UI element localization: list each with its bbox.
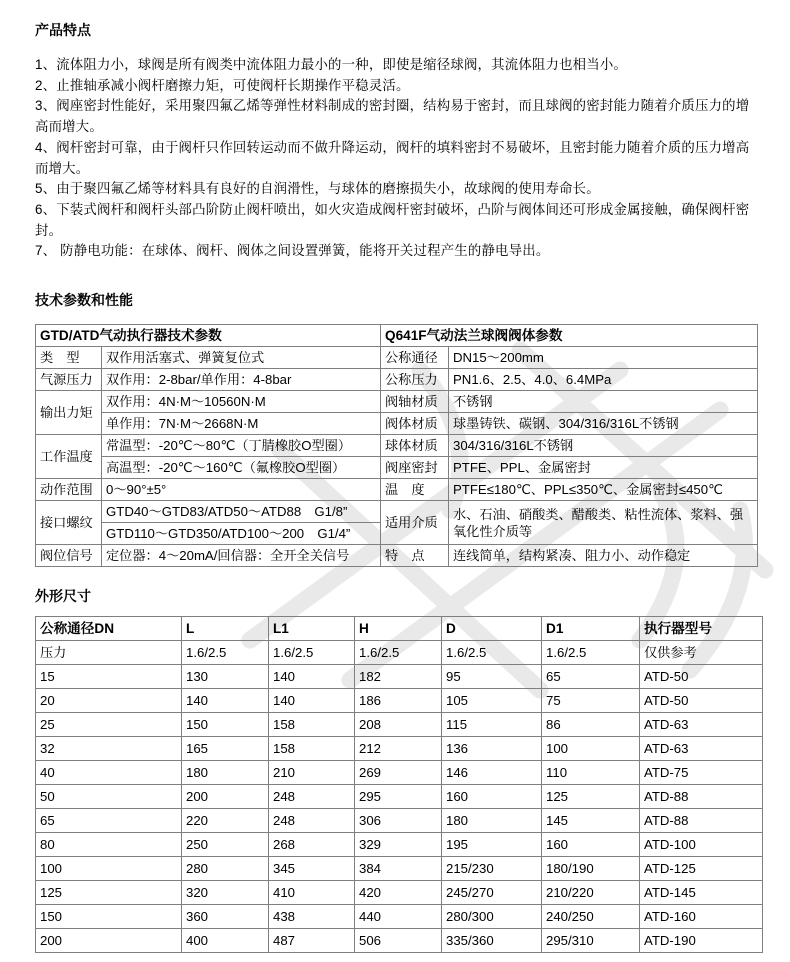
dim-column-header: L [182,617,269,641]
dim-cell: 210 [269,761,355,785]
dim-cell: 280 [182,857,269,881]
dim-cell: 420 [355,881,442,905]
dim-cell: 160 [442,785,542,809]
dim-column-header: L1 [269,617,355,641]
dim-cell: 248 [269,785,355,809]
dim-cell: 208 [355,713,442,737]
dimensions-heading: 外形尺寸 [35,588,91,605]
dim-cell: 182 [355,665,442,689]
row-value: 0～90°±5° [102,479,381,501]
row-value: 高温型：-20℃～160℃（氟橡胶O型圈） [102,457,381,479]
row-label: 阀位信号 [36,545,102,567]
dim-cell: 105 [442,689,542,713]
dim-cell: ATD-88 [640,809,763,833]
row-value: DN15～200mm [449,347,758,369]
row-value: 单作用：7N·M～2668N·M [102,413,381,435]
table-row [36,369,758,391]
dim-cell: 320 [182,881,269,905]
row-value: 球墨铸铁、碳钢、304/316/316L不锈钢 [449,413,758,435]
dim-cell: 195 [442,833,542,857]
row-value: 双作用：4N·M～10560N·M [102,391,381,413]
table-row [36,641,763,665]
row-label: 公称压力 [381,369,449,391]
feature-item: 7、 防静电功能：在球体、阀杆、阀体之间设置弹簧，能将开关过程产生的静电导出。 [35,243,550,259]
dim-cell: 220 [182,809,269,833]
dim-cell: 110 [542,761,640,785]
dim-cell: 20 [36,689,182,713]
dim-cell: 65 [36,809,182,833]
dim-column-header: D [442,617,542,641]
dim-cell: 165 [182,737,269,761]
row-label: 球体材质 [381,435,449,457]
feature-item: 1、流体阻力小，球阀是所有阀类中流体阻力最小的一种，即使是缩径球阀，其流体阻力也相当小。 [35,57,628,72]
dim-cell: 180 [182,761,269,785]
features-heading: 产品特点 [35,22,91,38]
tech-right-header: Q641F气动法兰球阀阀体参数 [381,325,758,347]
row-label: 接口螺纹 [36,501,102,545]
dim-cell: 335/360 [442,929,542,953]
table-row [36,905,763,929]
dim-cell: 240/250 [542,905,640,929]
row-value: 不锈钢 [449,391,758,413]
page-content [35,22,757,953]
dim-header-row [36,617,763,641]
dim-cell: 212 [355,737,442,761]
dim-cell: 1.6/2.5 [542,641,640,665]
row-value: GTD110～GTD350/ATD100～200 G1/4” [102,523,381,545]
dim-cell: 306 [355,809,442,833]
dim-cell: 压力 [36,641,182,665]
dim-cell: 86 [542,713,640,737]
dim-column-header: D1 [542,617,640,641]
row-value: PTFE≤180℃、PPL≤350℃、金属密封≤450℃ [449,479,758,501]
dim-cell: ATD-75 [640,761,763,785]
row-label: 阀座密封 [381,457,449,479]
dim-cell: 210/220 [542,881,640,905]
dim-cell: 487 [269,929,355,953]
dim-cell: 150 [36,905,182,929]
dim-cell: 158 [269,713,355,737]
row-label: 工作温度 [36,435,102,479]
row-label: 动作范围 [36,479,102,501]
dim-cell: 245/270 [442,881,542,905]
dim-cell: 440 [355,905,442,929]
row-label: 阀轴材质 [381,391,449,413]
feature-item: 4、阀杆密封可靠，由于阀杆只作回转运动而不做升降运动，阀杆的填料密封不易破坏，且密封能力随着介质的压力增高而增大。 [35,139,750,176]
table-row [36,857,763,881]
dim-cell: 145 [542,809,640,833]
table-row [36,881,763,905]
dim-cell: ATD-50 [640,665,763,689]
table-row [36,761,763,785]
dim-cell: 360 [182,905,269,929]
dim-cell: 248 [269,809,355,833]
dim-cell: 200 [36,929,182,953]
row-label: 温 度 [381,479,449,501]
dim-cell: ATD-190 [640,929,763,953]
dim-cell: ATD-160 [640,905,763,929]
dim-cell: 200 [182,785,269,809]
row-value: 定位器：4～20mA/回信器：全开全关信号 [102,545,381,567]
dim-cell: ATD-125 [640,857,763,881]
dim-column-header: 公称通径DN [36,617,182,641]
dim-cell: 100 [36,857,182,881]
dim-cell: 1.6/2.5 [182,641,269,665]
row-value: PTFE、PPL、金属密封 [449,457,758,479]
row-value: 304/316/316L不锈钢 [449,435,758,457]
dim-cell: 80 [36,833,182,857]
dim-cell: 410 [269,881,355,905]
dim-column-header: 执行器型号 [640,617,763,641]
feature-item: 2、止推轴承减小阀杆磨擦力矩，可使阀杆长期操作平稳灵活。 [35,77,410,93]
dim-cell: 40 [36,761,182,785]
dim-cell: 186 [355,689,442,713]
dim-table-body [36,641,763,953]
table-row [36,479,758,501]
table-row [36,737,763,761]
dim-cell: ATD-88 [640,785,763,809]
dim-cell: 384 [355,857,442,881]
table-row [36,809,763,833]
table-row [36,413,758,435]
dim-cell: 1.6/2.5 [269,641,355,665]
dim-cell: ATD-50 [640,689,763,713]
table-row [36,545,758,567]
table-row [36,435,758,457]
dim-cell: ATD-100 [640,833,763,857]
features-list [35,55,757,262]
dim-cell: 158 [269,737,355,761]
table-row [36,325,758,347]
feature-item: 6、下装式阀杆和阀杆头部凸阶防止阀杆喷出，如火灾造成阀杆密封破坏，凸阶与阀体间还可形成金属接触，确保阀杆密封。 [35,201,750,238]
row-label: 适用介质 [381,501,449,545]
table-row [36,833,763,857]
feature-item: 5、由于聚四氟乙烯等材料具有良好的自润滑性，与球体的磨擦损失小，故球阀的使用寿命长。 [35,181,600,197]
dim-cell: 250 [182,833,269,857]
table-row [36,457,758,479]
row-value: 常温型：-20℃～80℃（丁腈橡胶O型圈） [102,435,381,457]
dim-cell: 125 [542,785,640,809]
tech-left-header: GTD/ATD气动执行器技术参数 [36,325,381,347]
dim-cell: ATD-63 [640,737,763,761]
dim-cell: 269 [355,761,442,785]
row-label: 气源压力 [36,369,102,391]
dim-cell: 329 [355,833,442,857]
dimensions-table [35,616,763,953]
dim-cell: 1.6/2.5 [442,641,542,665]
table-row [36,391,758,413]
dim-cell: 140 [269,689,355,713]
tech-params-heading: 技术参数和性能 [35,292,133,309]
dim-cell: ATD-63 [640,713,763,737]
row-value: GTD40～GTD83/ATD50～ATD88 G1/8” [102,501,381,523]
row-label: 特 点 [381,545,449,567]
dim-cell: 25 [36,713,182,737]
row-value: 双作用：2-8bar/单作用：4-8bar [102,369,381,391]
dim-cell: 125 [36,881,182,905]
dim-cell: 100 [542,737,640,761]
dim-cell: 295/310 [542,929,640,953]
dim-cell: ATD-145 [640,881,763,905]
dim-cell: 160 [542,833,640,857]
dim-cell: 65 [542,665,640,689]
row-value: 连线简单，结构紧凑、阻力小、动作稳定 [449,545,758,567]
dim-cell: 140 [182,689,269,713]
table-row [36,665,763,689]
dim-cell: 150 [182,713,269,737]
dim-cell: 215/230 [442,857,542,881]
row-label: 阀体材质 [381,413,449,435]
table-row [36,713,763,737]
dim-cell: 130 [182,665,269,689]
dim-cell: 295 [355,785,442,809]
row-value: 双作用活塞式、弹簧复位式 [102,347,381,369]
dim-cell: 136 [442,737,542,761]
row-value: PN1.6、2.5、4.0、6.4MPa [449,369,758,391]
dim-cell: 50 [36,785,182,809]
dim-cell: 15 [36,665,182,689]
dim-cell: 180/190 [542,857,640,881]
dim-cell: 1.6/2.5 [355,641,442,665]
table-row [36,689,763,713]
dim-cell: 146 [442,761,542,785]
row-label: 公称通径 [381,347,449,369]
dim-cell: 180 [442,809,542,833]
table-row [36,929,763,953]
dim-cell: 115 [442,713,542,737]
tech-params-table [35,324,758,567]
dim-cell: 438 [269,905,355,929]
feature-item: 3、阀座密封性能好，采用聚四氟乙烯等弹性材料制成的密封圈，结构易于密封，而且球阀的密封能力随着介质压力的增高而增大。 [35,98,750,135]
dim-cell: 400 [182,929,269,953]
table-row [36,347,758,369]
dim-cell: 280/300 [442,905,542,929]
dim-cell: 506 [355,929,442,953]
table-row [36,501,758,523]
dim-cell: 345 [269,857,355,881]
dim-column-header: H [355,617,442,641]
row-label: 类 型 [36,347,102,369]
table-row [36,785,763,809]
row-label: 输出力矩 [36,391,102,435]
dim-cell: 95 [442,665,542,689]
dim-cell: 仅供参考 [640,641,763,665]
dim-cell: 268 [269,833,355,857]
row-value: 水、石油、硝酸类、醋酸类、粘性流体、浆料、强氧化性介质等 [449,501,758,545]
dim-cell: 32 [36,737,182,761]
dim-cell: 75 [542,689,640,713]
dim-cell: 140 [269,665,355,689]
